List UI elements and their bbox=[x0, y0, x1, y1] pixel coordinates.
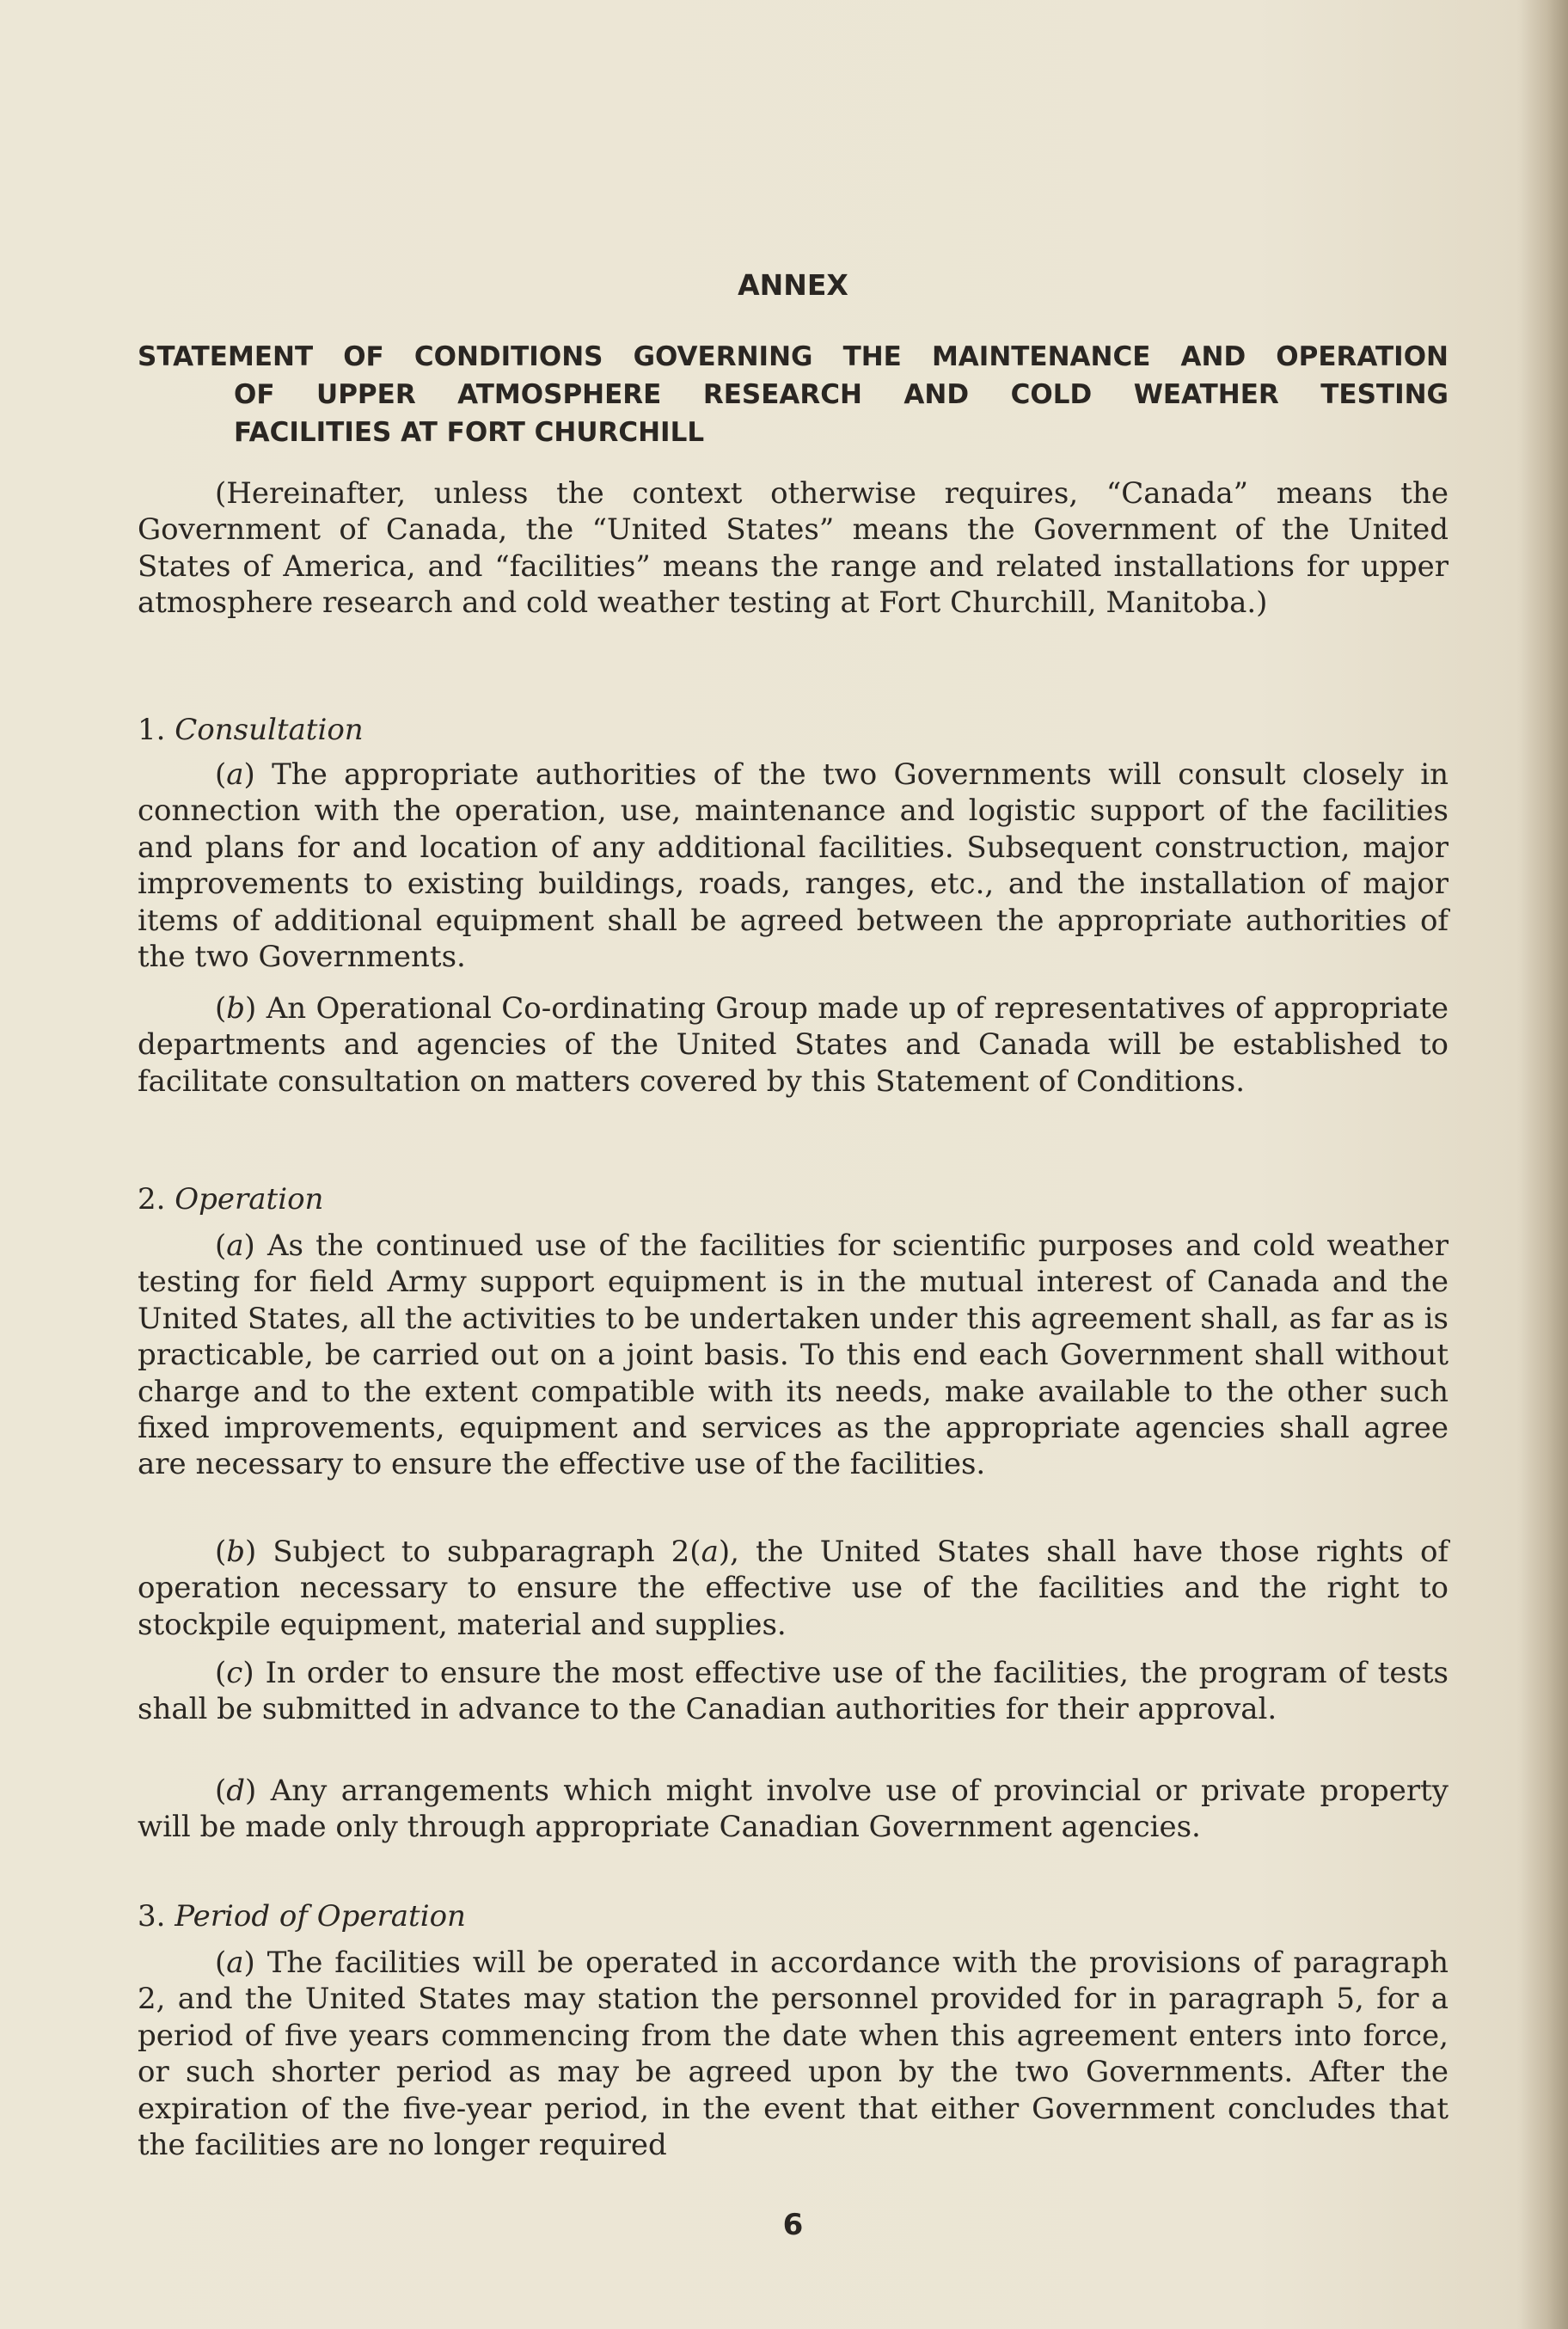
paragraph-text: Any arrangements which might involve use of provincial or private property will be made only through appropriate Canadian Government agencies. bbox=[138, 1774, 1449, 1845]
paragraph-label: d bbox=[226, 1774, 246, 1808]
paragraph-text: As the continued use of the facilities for scientific purposes and cold weather testing for field Army support equipment is in the mutual interest of Canada and the United States, all the activities to be undertaken under this agreement shall, as far as is practicable, be carried out on a joint basis. To this end each Government shall without charge and to the extent compatible with its needs, make available to the other such fixed improvements, equipment and services as the appropriate agencies shall agree are necessary to ensure the effective use of the facilities. bbox=[138, 1229, 1449, 1482]
paragraph-text: The facilities will be operated in accordance with the provisions of paragraph 2, and the United States may station the personnel provided for in paragraph 5, for a period of five years commencing from the date when this agreement enters into force, or such shorter period as may be agreed upon by the two Governments. After the expiration of the five-year period, in the event that either Government concludes that the facilities are no longer required bbox=[138, 1946, 1449, 2163]
section-name: Period of Operation bbox=[175, 1899, 466, 1934]
section-1-paragraph-b: (b) An Operational Co-ordinating Group made up of representatives of appropriate departments and agencies of the United States and Canada will be established to facilitate consultation on matters covered by this Statement of Conditions. bbox=[138, 991, 1449, 1099]
paragraph-label: b bbox=[226, 991, 246, 1026]
section-number: 3. bbox=[138, 1899, 166, 1934]
preamble-paragraph: (Hereinafter, unless the context otherwise requires, “Canada” means the Government of Canada, the “United States” means the Government of the United States of America, and “facilities” means the range and related installations for upper atmosphere research and cold weather testing at Fort Churchill, Manitoba.) bbox=[138, 476, 1449, 621]
section-2-paragraph-b: (b) Subject to subparagraph 2(a), the United States shall have those rights of operation necessary to ensure the effective use of the facilities and the right to stockpile equipment, material and supplies. bbox=[138, 1535, 1449, 1642]
paragraph-label: b bbox=[226, 1535, 246, 1569]
paragraph-text: An Operational Co-ordinating Group made up of representatives of appropriate departments and agencies of the United States and Canada will be established to facilitate consultation on matters covered by this Statement of Conditions. bbox=[138, 991, 1449, 1099]
paragraph-text-start: Subject to subparagraph 2( bbox=[273, 1535, 701, 1569]
paragraph-label: a bbox=[226, 757, 244, 792]
heading-line-3: FACILITIES AT FORT CHURCHILL bbox=[234, 417, 705, 448]
page-number: 6 bbox=[782, 2208, 804, 2242]
section-number: 1. bbox=[138, 713, 166, 747]
section-2-paragraph-d: (d) Any arrangements which might involve use of provincial or private property will be made only through appropriate Canadian Government agencies. bbox=[138, 1774, 1449, 1845]
heading-line-2: OF UPPER ATMOSPHERE RESEARCH AND COLD WEATHER TESTING bbox=[234, 379, 1449, 410]
section-2-paragraph-c: (c) In order to ensure the most effective use of the facilities, the program of tests shall be submitted in advance to the Canadian authorities for their approval. bbox=[138, 1656, 1449, 1727]
section-name: Consultation bbox=[175, 713, 364, 747]
paragraph-text: In order to ensure the most effective use of the facilities, the program of tests shall be submitted in advance to the Canadian authorities for their approval. bbox=[138, 1656, 1449, 1727]
annex-title: ANNEX bbox=[738, 268, 848, 302]
section-name: Operation bbox=[175, 1182, 324, 1217]
paragraph-label: c bbox=[226, 1656, 243, 1690]
document-heading bbox=[138, 338, 1449, 451]
section-number: 2. bbox=[138, 1182, 166, 1217]
section-3-title bbox=[138, 1898, 1449, 1934]
heading-line-1: STATEMENT OF CONDITIONS GOVERNING THE MAINTENANCE AND OPERATION bbox=[138, 341, 1449, 372]
paragraph-label: a bbox=[226, 1229, 244, 1263]
section-1-title bbox=[138, 712, 1449, 748]
section-2-title bbox=[138, 1181, 1449, 1217]
paragraph-text: The appropriate authorities of the two Governments will consult closely in connection with the operation, use, maintenance and logistic support of the facilities and plans for and location of any additional facilities. Subsequent construction, major improvements to existing buildings, roads, ranges, etc., and the installation of major items of additional equipment shall be agreed between the appropriate authorities of the two Governments. bbox=[138, 757, 1449, 975]
paragraph-label: a bbox=[226, 1946, 244, 1980]
inline-label: a bbox=[701, 1535, 719, 1569]
section-1-paragraph-a: (a) The appropriate authorities of the two Governments will consult closely in connection with the operation, use, maintenance and logistic support of the facilities and plans for and location of any additional facilities. Subsequent construction, major improvements to existing buildings, roads, ranges, etc., and the installation of major items of additional equipment shall be agreed between the appropriate authorities of the two Governments. bbox=[138, 757, 1449, 975]
section-2-paragraph-a: (a) As the continued use of the facilities for scientific purposes and cold weather testing for field Army support equipment is in the mutual interest of Canada and the United States, all the activities to be undertaken under this agreement shall, as far as is practicable, be carried out on a joint basis. To this end each Government shall without charge and to the extent compatible with its needs, make available to the other such fixed improvements, equipment and services as the appropriate agencies shall agree are necessary to ensure the effective use of the facilities. bbox=[138, 1229, 1449, 1482]
section-3-paragraph-a: (a) The facilities will be operated in accordance with the provisions of paragraph 2, and the United States may station the personnel provided for in paragraph 5, for a period of five years commencing from the date when this agreement enters into force, or such shorter period as may be agreed upon by the two Governments. After the expiration of the five-year period, in the event that either Government concludes that the facilities are no longer required bbox=[138, 1946, 1449, 2163]
page-content bbox=[138, 258, 1449, 2242]
paragraph-text-end: ), the United States shall have those rights of operation necessary to ensure the effective use of the facilities and the right to stockpile equipment, material and supplies. bbox=[138, 1535, 1449, 1642]
page-edge-shadow bbox=[1516, 0, 1568, 2329]
